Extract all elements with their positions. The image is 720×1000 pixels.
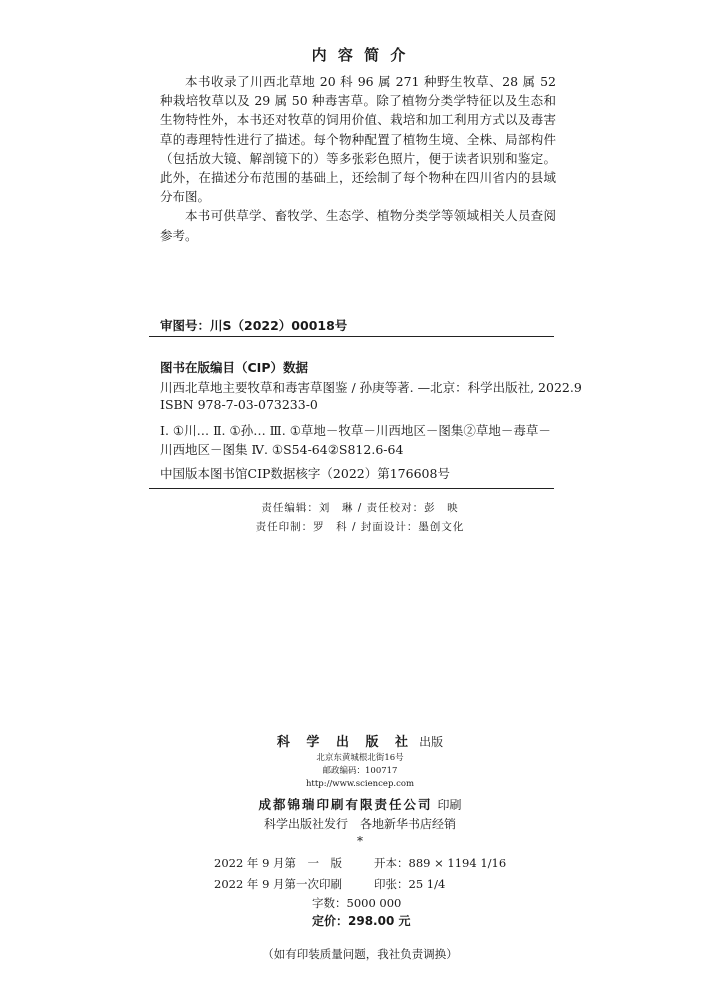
publisher-line [0,731,720,750]
publisher-name: 科 学 出 版 社 [276,735,414,750]
printer-line [0,794,720,813]
quality-note: （如有印装质量问题，我社负责调换） [262,947,458,961]
cip-line-5: 中国版本图书馆CIP数据核字（2022）第176608号 [160,466,450,481]
map-review-number: 审图号：川S（2022）00018号 [160,318,348,333]
editor-credits: 责任编辑：刘 琳 / 责任校对：彭 映 [261,502,459,514]
word-count: 字数：5000 000 [312,896,402,910]
print-date: 2022 年 9 月第一次印刷 [214,877,343,891]
publisher-suffix: 出版 [419,735,444,749]
edition-date: 2022 年 9 月第 一 版 [214,856,343,870]
cip-line-4: 川西地区－图集 Ⅳ. ①S54-64②S812.6-64 [160,442,404,457]
cip-line-2: ISBN 978-7-03-073233-0 [160,397,318,412]
print-credits: 责任印制：罗 科 / 封面设计：墨创文化 [255,521,465,533]
cip-line-1: 川西北草地主要牧草和毒害草图鉴 / 孙庚等著. —北京：科学出版社, 2022.9 [160,380,582,395]
publisher-postcode: 邮政编码：100717 [322,766,398,776]
format-size: 开本：889 × 1194 1/16 [374,856,507,870]
summary-paragraph-1: 本书收录了川西北草地 20 科 96 属 271 种野生牧草、28 属 52 种栽培牧草以及 29 属 50 种毒害草。除了植物分类学特征以及生态和生物特性外，本书还对牧草的饲用价值、栽培和加工利用方式以及毒害草的毒理特性进行了描述。每个物种配置了植物生境、全株、局部构件（包括放大镜、解剖镜下的）等多张彩色照片，便于读者识别和鉴定。此外，在描述分布范围的基础上，还绘制了每个物种在四川省内的县域分布图。 [160,74,556,205]
cip-line-3: Ⅰ. ①川… Ⅱ. ①孙… Ⅲ. ①草地－牧草－川西地区－图集②草地－毒草－ [160,423,551,438]
cip-title: 图书在版编目（CIP）数据 [160,360,308,375]
printer-suffix: 印刷 [437,798,462,812]
print-sheets: 印张：25 1/4 [374,877,446,891]
summary-paragraph-2: 本书可供草学、畜牧学、生态学、植物分类学等领域相关人员查阅参考。 [160,208,556,243]
divider-top [149,336,554,337]
publisher-address: 北京东黄城根北街16号 [316,753,404,763]
publisher-url: http://www.sciencep.com [305,779,415,789]
content-summary [160,72,556,245]
distribution-line: 科学出版社发行 各地新华书店经销 [263,817,456,831]
separator-star: * [357,834,363,848]
section-heading: 内 容 简 介 [311,46,409,64]
divider-bottom [149,488,554,489]
printer-name: 成都锦瑞印刷有限责任公司 [258,797,433,812]
price: 定价：298.00 元 [312,914,411,928]
